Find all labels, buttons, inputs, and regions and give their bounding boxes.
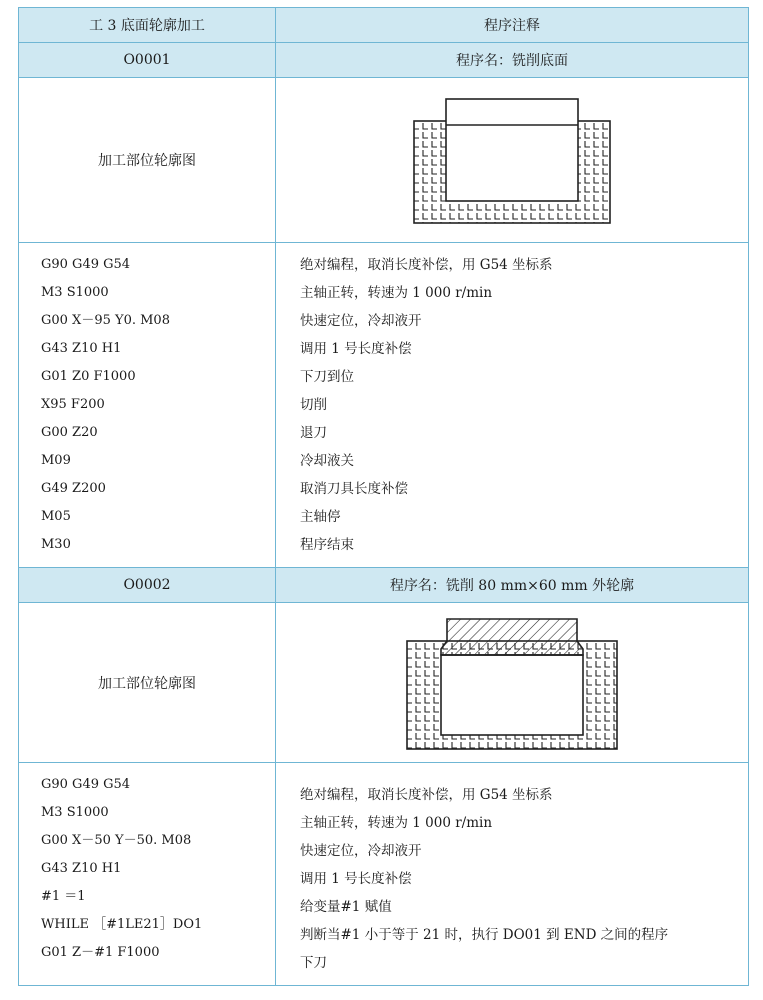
comment-line: 主轴停 <box>300 509 341 525</box>
code-line: M30 <box>41 537 71 552</box>
code-line: G00 Z20 <box>41 425 98 440</box>
code-line: G00 X－95 Y0. M08 <box>41 313 170 328</box>
program1-code-row <box>19 243 749 568</box>
program1-comments <box>276 243 749 568</box>
comment-line: 调用 1 号长度补偿 <box>300 871 412 887</box>
comment-line: 判断当#1 小于等于 21 时，执行 DO01 到 END 之间的程序 <box>300 927 669 943</box>
program1-id: O0001 <box>19 43 276 78</box>
program1-figure-label: 加工部位轮廓图 <box>19 78 276 243</box>
comment-line: 快速定位，冷却液开 <box>300 313 422 329</box>
program2-figure-row <box>19 603 749 763</box>
program-table <box>18 7 749 986</box>
code-line: M05 <box>41 509 71 524</box>
program1-figure <box>276 78 749 243</box>
code-line: M3 S1000 <box>41 285 109 300</box>
comment-line: 主轴正转，转速为 1 000 r/min <box>300 285 493 301</box>
code-line: G90 G49 G54 <box>41 257 131 272</box>
header-right: 程序注释 <box>276 8 749 43</box>
code-line: G01 Z－#1 F1000 <box>41 945 160 960</box>
program1-figure-row <box>19 78 749 243</box>
program2-comments <box>276 763 749 986</box>
code-line: WHILE ［#1LE21］DO1 <box>41 917 203 932</box>
comment-line: 绝对编程，取消长度补偿，用 G54 坐标系 <box>300 787 553 803</box>
comment-line: 取消刀具长度补偿 <box>300 481 408 497</box>
comment-line: 给变量#1 赋值 <box>300 899 392 915</box>
comment-line: 主轴正转，转速为 1 000 r/min <box>300 815 493 831</box>
code-line: X95 F200 <box>41 397 105 412</box>
program1-title-row <box>19 43 749 78</box>
program1-name: 程序名：铣削底面 <box>276 43 749 78</box>
comment-line: 冷却液关 <box>300 453 354 469</box>
program2-id: O0002 <box>19 568 276 603</box>
header-left: 工 3 底面轮廓加工 <box>19 8 276 43</box>
bottom-face-profile-drawing <box>412 95 612 225</box>
program1-code <box>19 243 276 568</box>
program2-figure <box>276 603 749 763</box>
comment-line: 下刀到位 <box>300 369 354 385</box>
comment-line: 程序结束 <box>300 537 354 553</box>
program2-name: 程序名：铣削 80 mm×60 mm 外轮廓 <box>276 568 749 603</box>
code-line: #1 ＝1 <box>41 889 86 904</box>
code-line: G00 X－50 Y－50. M08 <box>41 833 192 848</box>
code-line: G49 Z200 <box>41 481 106 496</box>
code-line: M09 <box>41 453 71 468</box>
program2-code-row <box>19 763 749 986</box>
program2-title-row <box>19 568 749 603</box>
code-line: G43 Z10 H1 <box>41 861 122 876</box>
program2-code <box>19 763 276 986</box>
code-line: G01 Z0 F1000 <box>41 369 136 384</box>
program2-figure-label: 加工部位轮廓图 <box>19 603 276 763</box>
outer-profile-drawing <box>405 615 619 751</box>
table-header-row <box>19 8 749 43</box>
comment-line: 快速定位，冷却液开 <box>300 843 422 859</box>
code-line: G43 Z10 H1 <box>41 341 122 356</box>
comment-line: 退刀 <box>300 425 327 441</box>
comment-line: 下刀 <box>300 955 327 971</box>
comment-line: 绝对编程，取消长度补偿，用 G54 坐标系 <box>300 257 553 273</box>
code-line: G90 G49 G54 <box>41 777 131 792</box>
comment-line: 切削 <box>300 397 327 413</box>
comment-line: 调用 1 号长度补偿 <box>300 341 412 357</box>
code-line: M3 S1000 <box>41 805 109 820</box>
